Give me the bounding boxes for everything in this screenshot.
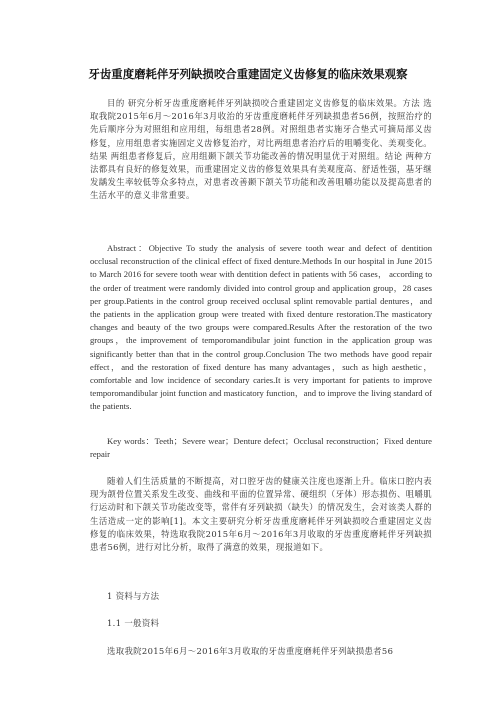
english-abstract: Abstract：Objective To study the analysis of severe tooth wear and defect of dentition occlusal reconstruction of the clinical effect of fixed denture.Methods In our hospital in June 2015 to March 2016 for severe tooth wear with dentition defect in patients with 56 cases， according to the order of treatment were randomly divided into control group and application group，28 cases per group.Patients in the control group received occlusal splint removable partial dentures，and the patients in the application group were treated with fixed denture restoration.The masticatory changes and beauty of the two groups were compared.Results After the restoration of the two groups，the improvement of temporomandibular joint function in the application group was significantly better than that in the control group.Conclusion The two methods have good repair effect，and the restoration of fixed denture has many advantages，such as high aesthetic，comfortable and low incidence of secondary caries.It is very important for patients to improve temporomandibular joint function and masticatory function，and to improve the living standard of the patients. [90,243,432,412]
general-data-paragraph: 选取我院2015年6月～2016年3月收取的牙齿重度磨耗伴牙列缺损患者56 [107,646,394,656]
keywords-line: Key words：Teeth；Severe wear；Denture defect；Occlusal reconstruction；Fixed denture repair [90,436,432,460]
article-title: 牙齿重度磨耗伴牙列缺损咬合重建固定义齿修复的临床效果观察 [88,67,408,81]
section-heading-materials-methods: 1 资料与方法 [107,591,160,601]
introduction-paragraph: 随着人们生活质量的不断提高，对口腔牙齿的健康关注度也逐渐上升。临床口腔内表现为颌骨位置关系发生改变、曲线和平面的位置异常、硬组织（牙体）形态损伤、咀嚼肌行运动时和下颌关节功能改变等，常伴有牙列缺损（缺失）的情况发生，会对该类人群的生活造成一定的影响[1]。本文主要研究分析牙齿重度磨耗伴牙列缺损咬合重建固定义齿修复的临床效果，特选取我院2015年6月～2016年3月收取的牙齿重度磨耗伴牙列缺损患者56例，进行对比分析，取得了满意的效果，现报道如下。 [90,476,432,553]
subsection-heading-general-data: 1.1 一般资料 [107,618,160,628]
chinese-abstract: 目的 研究分析牙齿重度磨耗伴牙列缺损咬合重建固定义齿修复的临床效果。方法 选取我院2015年6月～2016年3月收治的牙齿重度磨耗伴牙列缺损患者56例，按照治疗的先后顺序分为对照组和应用组，每组患者28例。对照组患者实施牙合垫式可摘局部义齿修复，应用组患者实施固定义齿修复治疗，对比两组患者治疗后的咀嚼变化、美观变化。结果 两组患者修复后，应用组颞下颌关节功能改善的情况明显优于对照组。结论 两种方法都具有良好的修复效果，而重建固定义齿的修复效果具有美观度高、舒适性强，基牙继发龋发生率较低等众多特点，对患者改善颞下颌关节功能和改善咀嚼功能以及提高患者的生活水平的意义非常重要。 [90,98,432,201]
